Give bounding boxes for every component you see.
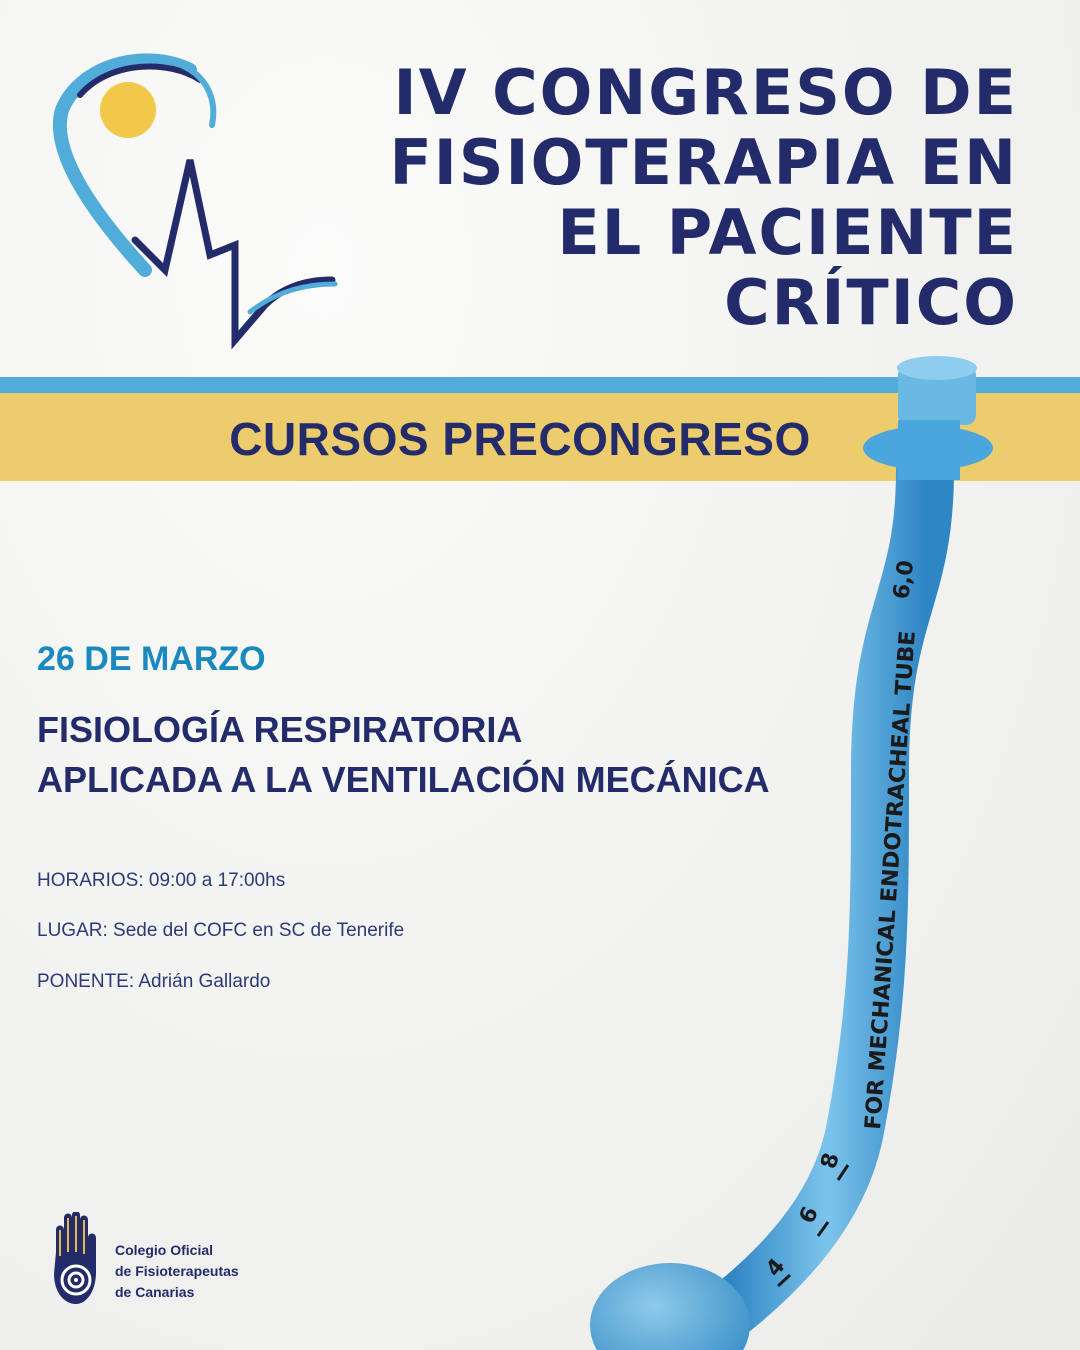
course-title-line: APLICADA A LA VENTILACIÓN MECÁNICA [37,759,770,800]
org-name-line: de Canarias [115,1284,195,1300]
congress-title [258,58,1018,338]
course-title-line: FISIOLOGÍA RESPIRATORIA [37,709,523,750]
band-label: CURSOS PRECONGRESO [229,413,811,465]
org-name [115,1240,239,1303]
schedule-text: HORARIOS: 09:00 a 17:00hs [37,870,286,891]
title-line: FISIOTERAPIA EN [389,126,1018,199]
speaker-text: PONENTE: Adrián Gallardo [37,971,271,992]
course-title [37,705,770,805]
endotracheal-tube-icon [580,350,1040,1350]
hand-logo-icon [50,1212,106,1306]
event-date: 26 DE MARZO [37,640,266,678]
place-text: LUGAR: Sede del COFC en SC de Tenerife [37,920,405,941]
tube-mark: 8 [816,1150,845,1172]
org-name-line: Colegio Oficial [115,1242,214,1258]
tube-mark: 4 [761,1254,791,1282]
title-line: EL PACIENTE [557,196,1018,269]
title-line: CRÍTICO [724,266,1018,339]
org-name-line: de Fisioterapeutas [115,1263,239,1279]
tube-label: FOR MECHANICAL ENDOTRACHEAL TUBE [861,629,921,1131]
tube-size: 6,0 [889,558,920,601]
title-line: IV CONGRESO DE [393,56,1018,129]
tube-mark: 6 [794,1203,824,1228]
